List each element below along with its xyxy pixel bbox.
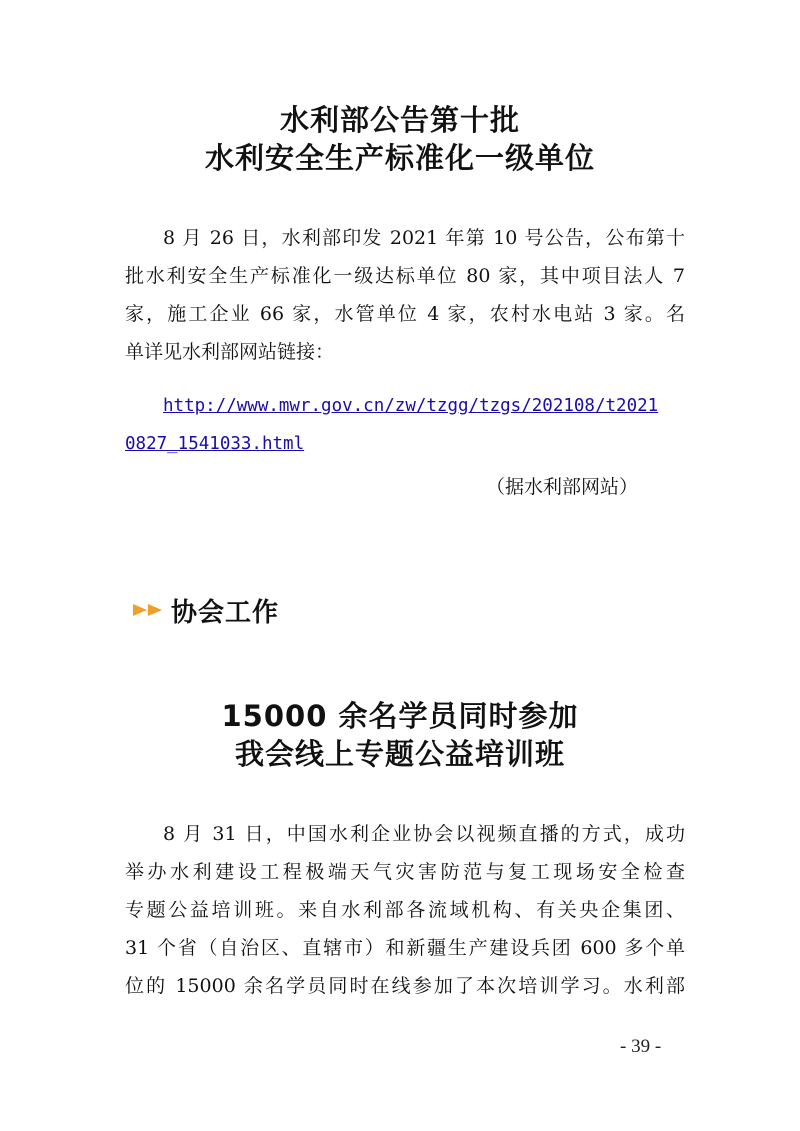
- article-1-body-line: 单详见水利部网站链接：: [125, 341, 335, 363]
- article-2-title-line-2: 我会线上专题公益培训班: [234, 737, 565, 771]
- mwr-notice-link-line-2[interactable]: 0827_1541033.html: [125, 434, 305, 454]
- article-2-body-line: 举办水利建设工程极端天气灾害防范与复工现场安全检查: [125, 861, 685, 883]
- article-1-body-line: 家，施工企业 66 家，水管单位 4 家，农村水电站 3 家。名: [125, 303, 685, 325]
- article-1-title: [0, 101, 800, 177]
- mwr-notice-link-line-1[interactable]: http://www.mwr.gov.cn/zw/tzgg/tzgs/202108/t2021: [163, 396, 659, 416]
- article-1-body-line: 8 月 26 日，水利部印发 2021 年第 10 号公告，公布第十: [163, 227, 685, 249]
- article-2-body-line: 8 月 31 日，中国水利企业协会以视频直播的方式，成功: [163, 823, 685, 845]
- article-2-title: [0, 697, 800, 773]
- article-2-body-line: 31 个省（自治区、直辖市）和新疆生产建设兵团 600 多个单: [125, 937, 685, 959]
- article-1-body-line: 批水利安全生产标准化一级达标单位 80 家，其中项目法人 7: [125, 265, 685, 287]
- section-heading: [133, 590, 279, 630]
- article-2-body: [125, 815, 685, 1005]
- page-number: - 39 -: [620, 1036, 662, 1057]
- section-title: 协会工作: [171, 597, 280, 628]
- article-1-title-line-1: 水利部公告第十批: [279, 103, 520, 137]
- article-2-body-line: 位的 15000 余名学员同时在线参加了本次培训学习。水利部: [125, 975, 685, 997]
- article-1-body: [125, 219, 685, 371]
- article-1-title-line-2: 水利安全生产标准化一级单位: [204, 141, 595, 175]
- mwr-notice-link[interactable]: [125, 387, 685, 463]
- article-2-title-line-1: 15000 余名学员同时参加: [221, 699, 579, 733]
- article-1-source: （据水利部网站）: [485, 476, 638, 498]
- article-2-body-line: 专题公益培训班。来自水利部各流域机构、有关央企集团、: [125, 899, 685, 921]
- double-arrow-icon: [133, 602, 165, 618]
